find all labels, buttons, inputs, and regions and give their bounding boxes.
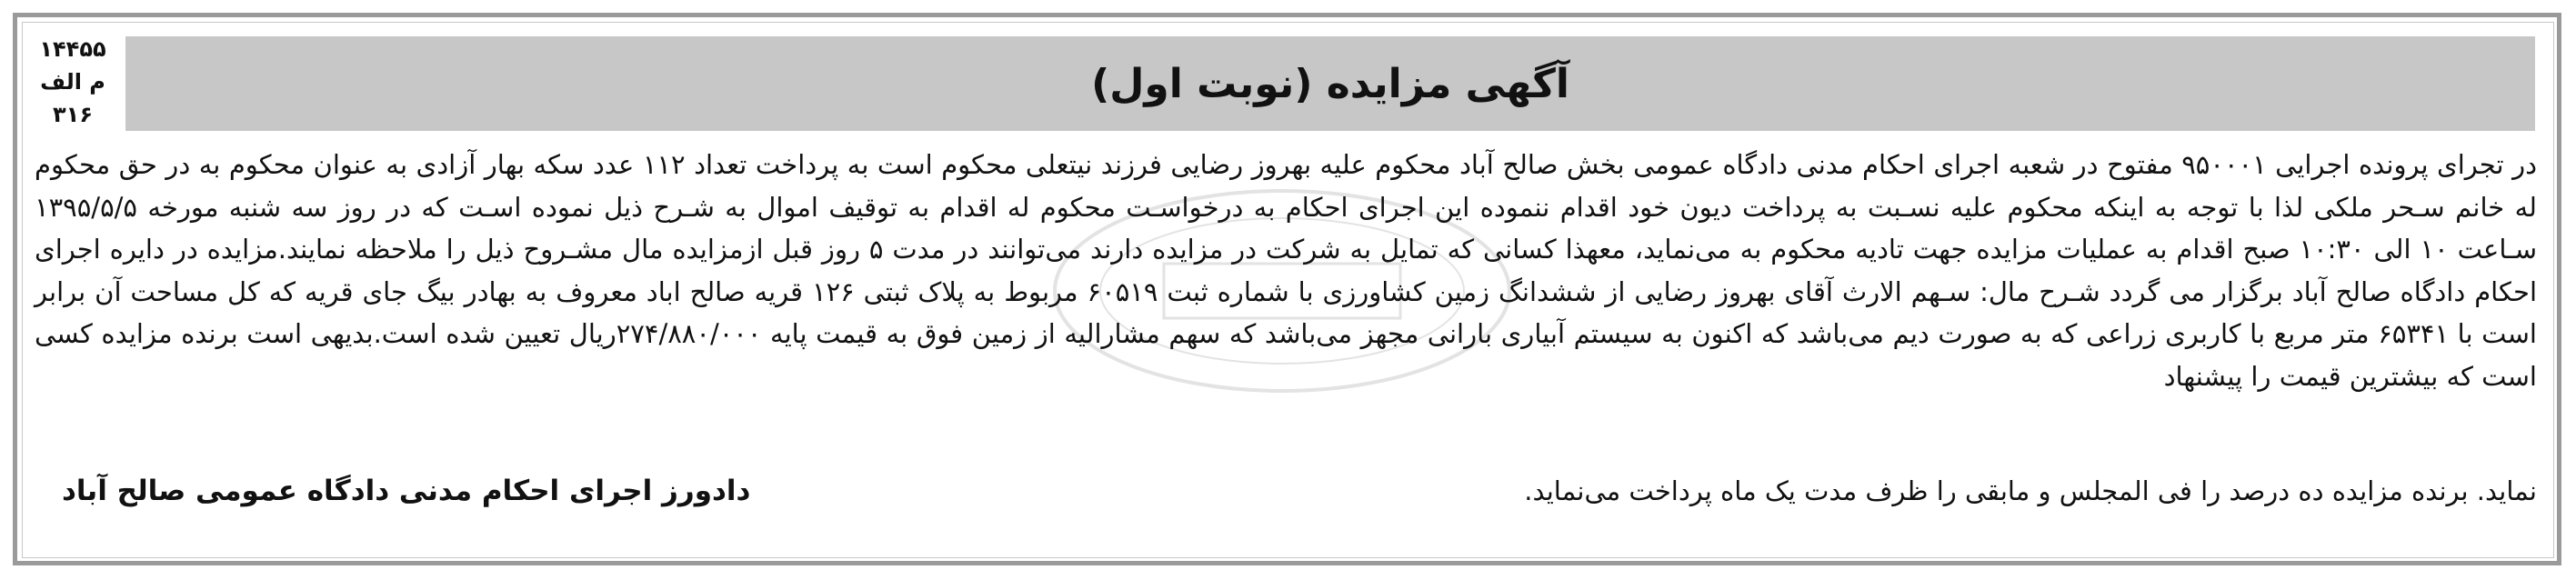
notice-code-box xyxy=(27,27,118,136)
title-bar xyxy=(125,36,2535,131)
notice-body: در تجرای پرونده اجرایی ۹۵۰۰۰۱ مفتوح در شعبه اجرای احکام مدنی دادگاه عمومی بخش صالح آباد محکوم علیه بهروز رضایی فرزند نیتعلی محکوم است به پرداخت تعداد ۱۱۲ عدد سکه بهار آزادی به عنوان محکوم به در حق محکوم له خانم سـحر ملکی لذا با توجه به اینکه محکوم علیه نسـبت به پرداخت دیون خود اقدام ننموده این اجرای احکام به درخواسـت محکوم له اقدام به توقیف اموال به شـرح ذیل نموده اسـت که در روز سه شنبه مورخه ۱۳۹۵/۵/۵ سـاعت ۱۰ الی ۱۰:۳۰ صبح اقدام به عملیات مزایده جهت تادیه محکوم به می‌نماید، معهذا کسانی که تمایل به شرکت در مزایده دارند می‌توانند در مدت ۵ روز قبل ازمزایده مال مشـروح ذیل را ملاحظه نمایند.مزایده در دایره اجرای احکام دادگاه صالح آباد برگزار می گردد شـرح مال: سـهم الارث آقای بهروز رضایی از ششدانگ زمین کشاورزی با شماره ثبت ۶۰۵۱۹ مربوط به پلاک ثبتی ۱۲۶ قریه صالح اباد معروف به بهادر بیگ جای قریه که کل مساحت آن برابر است با ۶۵۳۴۱ متر مربع با کاربری زراعی که به صورت دیم می‌باشد که اکنون به سیستم آبیاری بارانی مجهز می‌باشد که سهم مشارالیه از زمین فوق به قیمت پایه ۲۷۴/۸۸۰/۰۰۰ریال تعیین شده است.بدیهی است برنده مزایده کسی است که بیشترین قیمت را پیشنهاد xyxy=(35,149,2537,392)
notice-title: آگهی مزایده (نوبت اول) xyxy=(1091,60,1569,107)
notice-subnumber: ۳۱۶ xyxy=(53,102,93,127)
notice-series: م الف xyxy=(40,69,105,95)
notice-number: ۱۴۴۵۵ xyxy=(39,36,106,62)
notice-last-line: نماید. برنده مزایده ده درصد را فی المجلس و مابقی را ظرف مدت یک ماه پرداخت می‌نماید. xyxy=(1524,475,2537,506)
notice-footer xyxy=(35,468,2537,514)
notice-signature: دادورز اجرای احکام مدنی دادگاه عمومی صالح آباد xyxy=(62,475,751,507)
